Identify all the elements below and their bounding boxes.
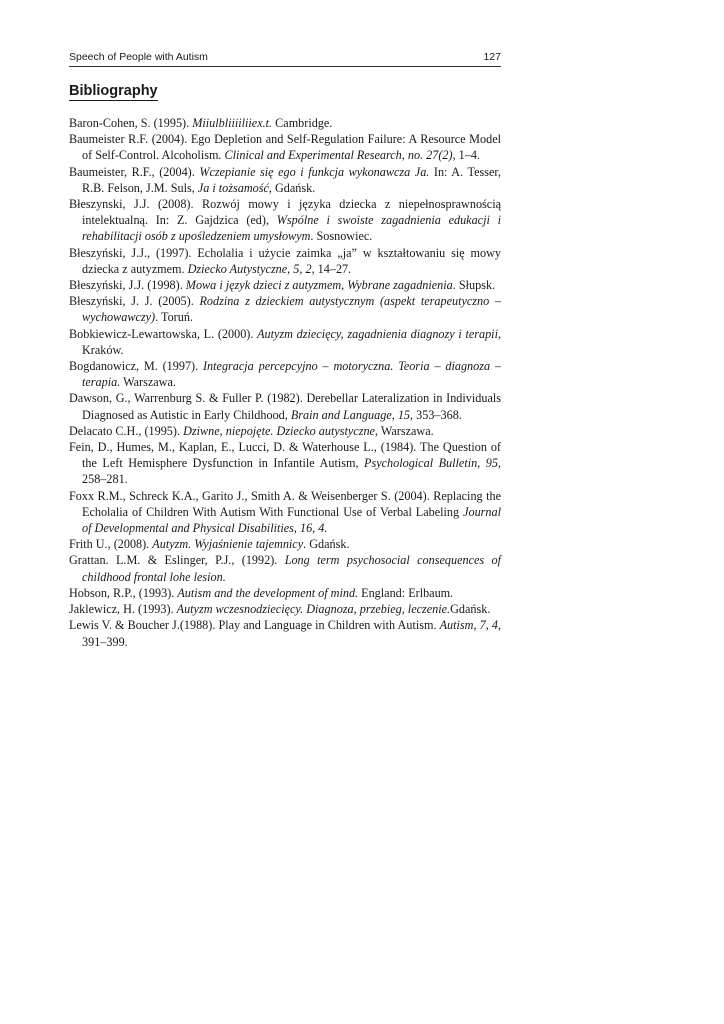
bibliography-entry <box>69 439 501 488</box>
entry-text: Lewis V. & Boucher J.(1988). Play and Language in Children with Autism. <box>69 618 440 633</box>
entry-title-italic: Long term psychosocial consequences of childhood frontal lohe lesion. <box>82 553 501 584</box>
entry-title-italic: Miiulbliiiiliiex.t. <box>192 116 273 130</box>
bibliography-entry <box>69 536 501 552</box>
entry-text: Warszawa. <box>120 375 176 390</box>
entry-text: , 1–4. <box>452 148 480 163</box>
entry-text: Cambridge. <box>272 116 333 130</box>
bibliography-entry <box>69 488 501 537</box>
entry-title-italic: Integracja percepcyjno – motoryczna. Teoria – diagnoza – terapia. <box>82 359 501 390</box>
entry-title-italic: Brain and Language, 15 <box>290 407 411 422</box>
bibliography-entry <box>69 164 501 196</box>
entry-title-italic: Dziecko Autystyczne, 5, 2 <box>187 261 312 276</box>
entry-text: Frith U., (2008). <box>69 537 153 552</box>
entry-text: . Sosnowiec. <box>310 229 373 244</box>
running-header <box>69 50 501 67</box>
entry-text: Fein, D., Humes, M., Kaplan, E., Lucci, D. & Waterhouse L., (1984). The Question of the Left Hemisphere Dysfunction in Infantile Autism, <box>69 440 501 471</box>
page <box>69 50 501 650</box>
bibliography-list <box>69 115 501 650</box>
bibliography-entry <box>69 617 501 649</box>
bibliography-entry <box>69 358 501 390</box>
entry-text: Delacato C.H., (1995). <box>69 423 184 438</box>
entry-text: Baumeister, R.F., (2004). <box>69 164 200 179</box>
entry-text: , Warszawa. <box>374 423 434 438</box>
entry-title-italic: Autism and the development of mind. <box>177 585 359 600</box>
entry-text: Foxx R.M., Schreck K.A., Garito J., Smith A. & Weisenberger S. (2004). Replacing the Echolalia of Children With Autism With Functional Use of Verbal Labeling <box>69 488 501 519</box>
bibliography-entry <box>69 245 501 277</box>
entry-text: , Kraków. <box>82 326 501 357</box>
entry-title-italic: Autyzm dziecięcy, zagadnienia diagnozy i terapii <box>257 326 498 341</box>
bibliography-entry <box>69 601 501 617</box>
bibliography-entry <box>69 131 501 163</box>
bibliography-entry <box>69 326 501 358</box>
bibliography-entry <box>69 423 501 439</box>
entry-text: , 258–281. <box>82 456 501 487</box>
page-number: 127 <box>483 51 501 63</box>
entry-title-italic: Autism, 7, 4 <box>439 618 498 633</box>
entry-title-italic: Autyzm. Wyjaśnienie tajemnicy <box>152 537 304 552</box>
entry-text: Błeszynski, J.J. (2008). Rozwój mowy i języka dziecka z niepełnosprawnością intelektualną. In: Z. Gajdzica (ed), <box>69 197 501 228</box>
bibliography-entry <box>69 552 501 584</box>
entry-text: , 391–399. <box>82 618 502 649</box>
bibliography-entry <box>69 277 501 293</box>
entry-text: Błeszyński, J.J. (1998). <box>69 278 186 293</box>
entry-text: Grattan. L.M. & Eslinger, P.J., (1992). <box>69 553 285 568</box>
entry-text: Bobkiewicz-Lewartowska, L. (2000). <box>69 326 258 341</box>
bibliography-entry <box>69 585 501 601</box>
entry-text: Dawson, G., Warrenburg S. & Fuller P. (1982). Derebellar Lateralization in Individuals Diagnosed as Autistic in Early Childhood, <box>69 391 501 422</box>
entry-text: . Słupsk. <box>452 278 496 293</box>
entry-title-italic: Autyzm wczesnodziecięcy. Diagnoza, przebieg, leczenie. <box>176 602 451 617</box>
section-title: Bibliography <box>69 83 158 99</box>
entry-text: , 14–27. <box>311 261 352 276</box>
entry-text: Bogdanowicz, M. (1997). <box>69 359 203 374</box>
bibliography-entry <box>69 390 501 422</box>
running-title: Speech of People with Autism <box>69 51 208 63</box>
entry-text: Hobson, R.P., (1993). <box>69 585 178 600</box>
entry-text: Błeszyński, J. J. (2005). <box>69 294 200 309</box>
entry-title-italic: Wczepianie się ego i funkcja wykonawcza Ja. <box>199 164 430 179</box>
entry-text: . Toruń. <box>155 310 193 325</box>
entry-title-italic: Wspólne i swoiste zagadnienia edukacji i rehabilitacji osób z upośledzeniem umysłowym <box>82 213 501 244</box>
entry-text: Baron-Cohen, S. (1995). <box>69 116 193 130</box>
entry-text: , 353–368. <box>410 407 462 422</box>
bibliography-entry <box>69 293 501 325</box>
entry-title-italic: Dziwne, niepojęte. Dziecko autystyczne <box>183 423 375 438</box>
entry-title-italic: Journal of Developmental and Physical Disabilities, 16, 4. <box>82 504 501 536</box>
entry-text: Błeszyński, J.J., (1997). Echolalia i użycie zaimka „ja” w kształtowaniu się mowy dziecka z autyzmem. <box>69 245 501 276</box>
entry-text: Gdańsk. <box>450 602 491 617</box>
entry-text: , Gdańsk. <box>268 180 316 195</box>
entry-title-italic: Mowa i język dzieci z autyzmem, Wybrane zagadnienia <box>185 278 453 293</box>
entry-text: Baumeister R.F. (2004). Ego Depletion and Self-Regulation Failure: A Resource Model of Self-Control. Alcoholism. <box>69 132 501 163</box>
entry-title-italic: Ja i tożsamość <box>197 180 269 195</box>
entry-title-italic: Psychological Bulletin, 95 <box>364 456 498 471</box>
entry-title-italic: Rodzina z dzieckiem autystycznym (aspekt terapeutyczno – wychowawczy) <box>82 294 502 325</box>
entry-text: In: A. Tesser, R.B. Felson, J.M. Suls, <box>82 164 501 195</box>
entry-title-italic: Clinical and Experimental Research, no. 27(2) <box>224 148 453 163</box>
bibliography-entry <box>69 115 501 131</box>
entry-text: . Gdańsk. <box>303 537 350 552</box>
entry-text: Jaklewicz, H. (1993). <box>69 602 177 617</box>
bibliography-entry <box>69 196 501 245</box>
entry-text: England: Erlbaum. <box>358 585 454 600</box>
